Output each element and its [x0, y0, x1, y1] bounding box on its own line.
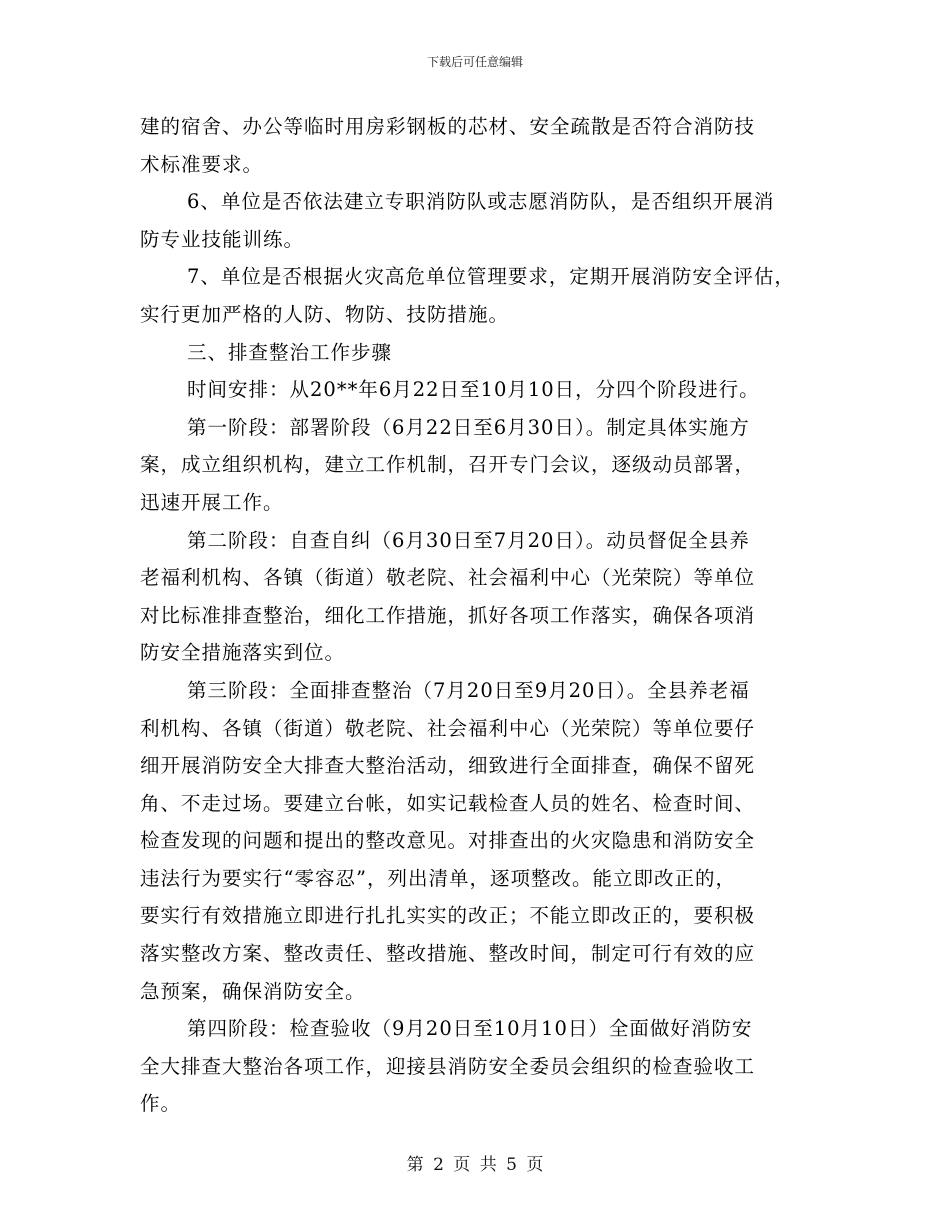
text-line: 第四阶段：检查验收（9月20日至10月10日）全面做好消防安 — [187, 1017, 753, 1041]
text-line: 案，成立组织机构，建立工作机制，召开专门会议，逐级动员部署， — [140, 453, 756, 477]
text-line: 防安全措施落实到位。 — [140, 641, 346, 665]
text-line: 细开展消防安全大排查大整治活动，细致进行全面排查，确保不留死 — [140, 754, 756, 778]
text-line: 术标准要求。 — [140, 152, 264, 176]
text-line: 7、单位是否根据火灾高危单位管理要求，定期开展消防安全评估， — [187, 265, 795, 289]
text-line: 第三阶段：全面排查整治（7月20日至9月20日）。全县养老福 — [187, 678, 750, 702]
text-line: 急预案，确保消防安全。 — [140, 979, 366, 1003]
text-line: 角、不走过场。要建立台帐，如实记载检查人员的姓名、检查时间、 — [140, 791, 756, 815]
text-line: 迅速开展工作。 — [140, 490, 284, 514]
text-line: 落实整改方案、整改责任、整改措施、整改时间，制定可行有效的应 — [140, 942, 756, 966]
text-line: 全大排查大整治各项工作，迎接县消防安全委员会组织的检查验收工 — [140, 1054, 756, 1078]
text-line: 实行更加严格的人防、物防、技防措施。 — [140, 302, 510, 326]
text-line: 要实行有效措施立即进行扎扎实实的改正；不能立即改正的，要积极 — [140, 904, 756, 928]
text-line: 老福利机构、各镇（街道）敬老院、社会福利中心（光荣院）等单位 — [140, 566, 756, 590]
text-line: 三、排查整治工作步骤 — [187, 340, 393, 364]
text-line: 防专业技能训练。 — [140, 227, 305, 251]
text-line: 作。 — [140, 1092, 182, 1116]
text-line: 6、单位是否依法建立专职消防队或志愿消防队，是否组织开展消 — [187, 190, 775, 214]
text-line: 第一阶段：部署阶段（6月22日至6月30日）。制定具体实施方 — [187, 415, 750, 439]
text-line: 时间安排：从20**年6月22日至10月10日，分四个阶段进行。 — [187, 378, 760, 402]
text-line: 第二阶段：自查自纠（6月30日至7月20日）。动员督促全县养 — [187, 528, 750, 552]
page-footer: 第 2 页 共 5 页 — [406, 1155, 544, 1175]
text-line: 建的宿舍、办公等临时用房彩钢板的芯材、安全疏散是否符合消防技 — [140, 115, 756, 138]
page-header: 下载后可任意编辑 — [426, 55, 523, 69]
text-line: 检查发现的问题和提出的整改意见。对排查出的火灾隐患和消防安全 — [140, 829, 756, 853]
text-line: 利机构、各镇（街道）敬老院、社会福利中心（光荣院）等单位要仔 — [140, 716, 756, 740]
text-line: 违法行为要实行“零容忍”，列出清单，逐项整改。能立即改正的， — [140, 866, 736, 890]
document-body — [140, 108, 812, 1123]
text-line: 对比标准排查整治，细化工作措施，抓好各项工作落实，确保各项消 — [140, 603, 756, 627]
